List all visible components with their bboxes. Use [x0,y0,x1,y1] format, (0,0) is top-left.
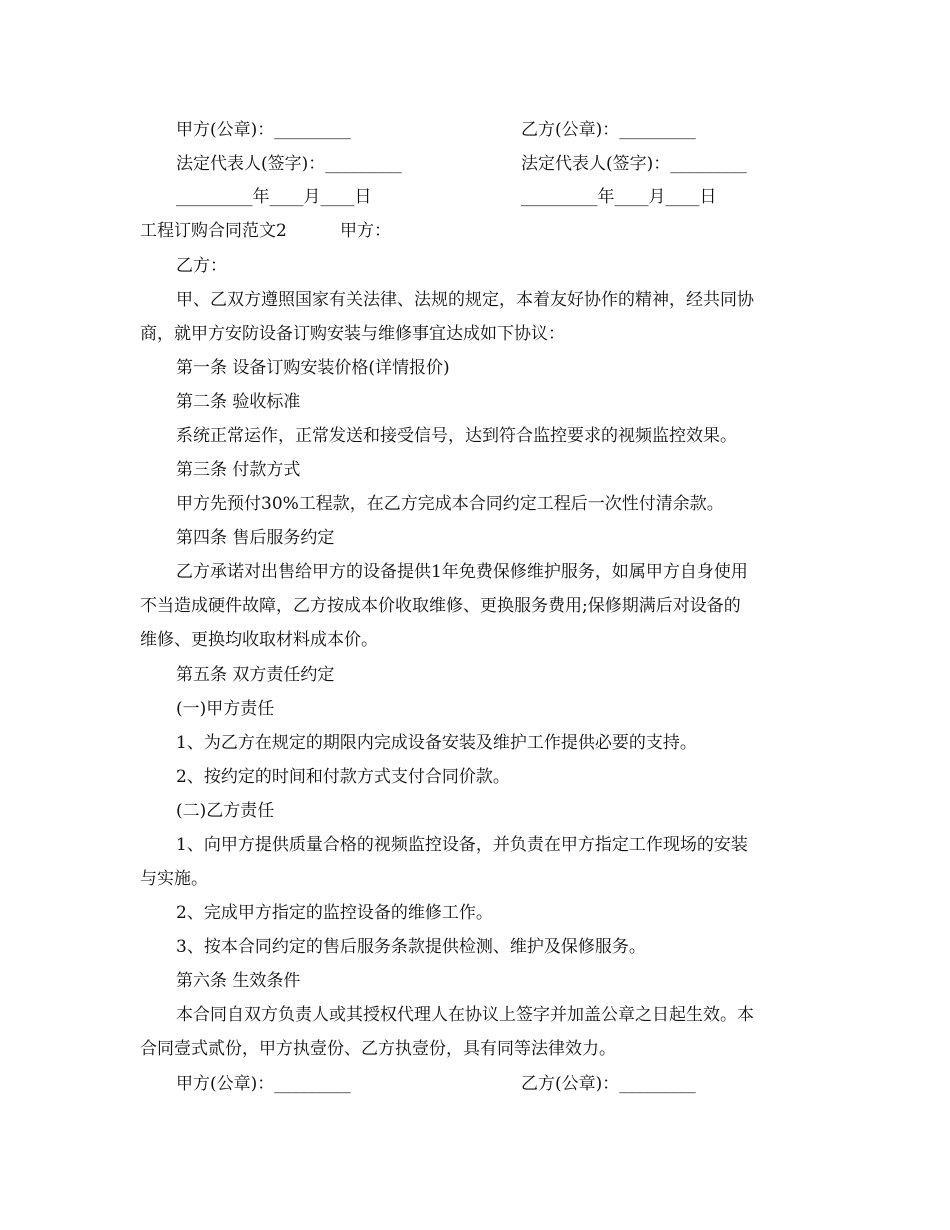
article-6-text-line-2: 合同壹式贰份，甲方执壹份、乙方执壹份，具有同等法律效力。 [140,1039,616,1059]
party-b-duties-heading: (二)乙方责任 [176,801,275,821]
party-a-label: 甲方： [340,221,391,241]
article-4-text-line-2: 不当造成硬件故障，乙方按成本价收取维修、更换服务费用;保修期满后对设备的 [140,596,741,616]
article-2-text: 系统正常运作，正常发送和接受信号，达到符合监控要求的视频监控效果。 [176,426,737,446]
article-2-heading: 第二条 验收标准 [176,392,301,412]
party-b-duty-1-line-1: 1、向甲方提供质量合格的视频监控设备，并负责在甲方指定工作现场的安装 [176,835,748,855]
party-a-seal-line-bottom: 甲方(公章)：_________ [176,1074,351,1094]
party-b-rep-line: 法定代表人(签字)：_________ [521,154,747,174]
intro-line-2: 商，就甲方安防设备订购安装与维修事宜达成如下协议： [140,324,565,344]
party-a-duty-2: 2、按约定的时间和付款方式支付合同价款。 [176,767,510,787]
party-b-seal-line-bottom: 乙方(公章)：_________ [521,1074,696,1094]
article-6-text-line-1: 本合同自双方负责人或其授权代理人在协议上签字并加盖公章之日起生效。本 [176,1005,754,1025]
party-a-rep-line: 法定代表人(签字)：_________ [176,154,402,174]
article-5-heading: 第五条 双方责任约定 [176,665,335,685]
document-title: 工程订购合同范文2 [140,221,287,241]
party-a-duties-heading: (一)甲方责任 [176,699,275,719]
party-b-seal-line: 乙方(公章)：_________ [521,120,696,140]
article-6-heading: 第六条 生效条件 [176,971,301,991]
article-4-text-line-3: 维修、更换均收取材料成本价。 [140,630,378,650]
party-a-date-line: _________年____月____日 [176,187,372,207]
article-3-text: 甲方先预付30%工程款，在乙方完成本合同约定工程后一次性付清余款。 [176,494,724,514]
party-a-duty-1: 1、为乙方在规定的期限内完成设备安装及维护工作提供必要的支持。 [176,733,697,753]
party-b-label: 乙方： [176,256,227,276]
article-3-heading: 第三条 付款方式 [176,460,301,480]
intro-line-1: 甲、乙双方遵照国家有关法律、法规的规定，本着友好协作的精神，经共同协 [176,290,754,310]
party-b-duty-2: 2、完成甲方指定的监控设备的维修工作。 [176,903,493,923]
article-1-heading: 第一条 设备订购安装价格(详情报价) [176,358,450,378]
party-b-date-line: _________年____月____日 [521,187,717,207]
article-4-heading: 第四条 售后服务约定 [176,528,335,548]
party-b-duty-1-line-2: 与实施。 [140,869,208,889]
party-b-duty-3: 3、按本合同约定的售后服务条款提供检测、维护及保修服务。 [176,937,646,957]
article-4-text-line-1: 乙方承诺对出售给甲方的设备提供1年免费保修维护服务，如属甲方自身使用 [176,562,748,582]
party-a-seal-line: 甲方(公章)：_________ [176,120,351,140]
